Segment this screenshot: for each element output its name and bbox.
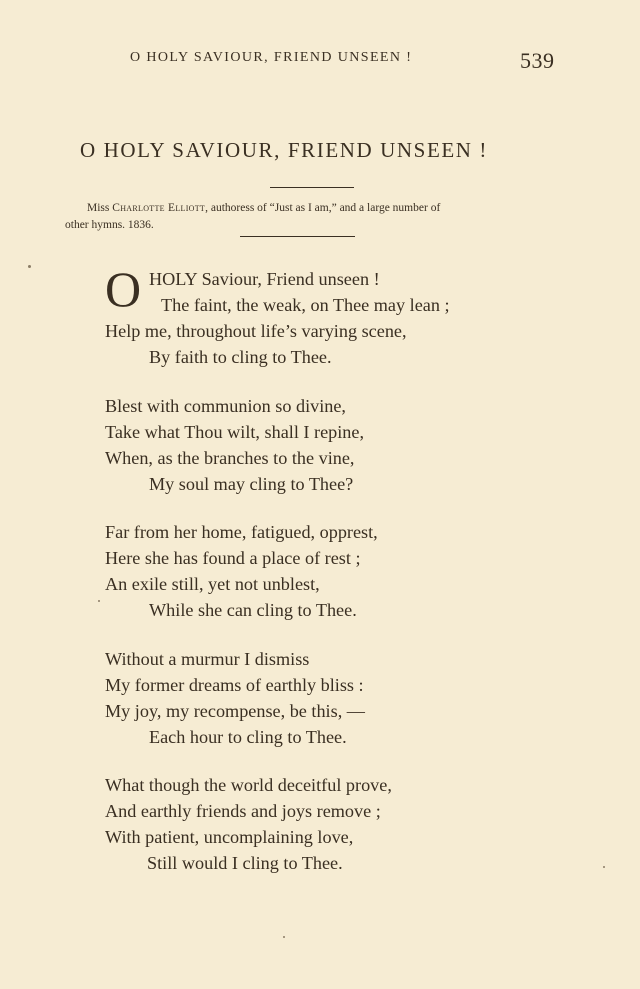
poem-line-5-1: What though the world deceitful prove,: [105, 775, 392, 795]
paper-speck: [28, 265, 31, 268]
poem-line-1-3: Help me, throughout life’s varying scene,: [105, 321, 407, 341]
attribution-rule: [240, 236, 355, 237]
page-number: 539: [520, 48, 555, 73]
poem-line-3-3: An exile still, yet not unblest,: [105, 574, 320, 594]
poem-line-4-4: Each hour to cling to Thee.: [149, 727, 347, 747]
attribution-line-2: other hymns. 1836.: [65, 219, 154, 231]
poem-line-4-3: My joy, my recompense, be this, —: [105, 701, 365, 721]
hymn-title: O HOLY SAVIOUR, FRIEND UNSEEN !: [80, 138, 489, 162]
poem-line-4-1: Without a murmur I dismiss: [105, 649, 310, 669]
stanza-4: [105, 646, 365, 750]
paper-speck: [98, 600, 100, 602]
poem-line-5-3: With patient, uncomplaining love,: [105, 827, 354, 847]
poem-line-2-4: My soul may cling to Thee?: [149, 474, 354, 494]
first-line-text: HOLY Saviour, Friend unseen !: [149, 269, 380, 289]
title-rule: [270, 187, 354, 188]
attribution-rest: , authoress of “Just as I am,” and a large number of: [205, 202, 441, 214]
poem-line-3-4: While she can cling to Thee.: [149, 600, 357, 620]
stanza-5: [105, 772, 392, 876]
attribution: [65, 200, 560, 234]
attribution-author: Charlotte Elliott: [112, 202, 206, 214]
poem-line-3-1: Far from her home, fatigued, opprest,: [105, 522, 378, 542]
stanza-2: [105, 393, 364, 497]
poem-line-2-3: When, as the branches to the vine,: [105, 448, 355, 468]
stanza-1: [105, 261, 450, 370]
poem-line-1-2: The faint, the weak, on Thee may lean ;: [161, 295, 450, 315]
poem-line-2-2: Take what Thou wilt, shall I repine,: [105, 422, 365, 442]
paper-speck: [603, 866, 605, 868]
poem-line-5-2: And earthly friends and joys remove ;: [105, 801, 381, 821]
poem-line-2-1: Blest with communion so divine,: [105, 396, 346, 416]
paper-speck: [283, 936, 285, 938]
poem-line-5-4: Still would I cling to Thee.: [147, 853, 343, 873]
poem-line-4-2: My former dreams of earthly bliss :: [105, 675, 364, 695]
poem-line-1-4: By faith to cling to Thee.: [149, 347, 332, 367]
stanza-3: [105, 519, 378, 623]
attribution-prefix: Miss: [87, 202, 110, 214]
drop-cap: O: [105, 261, 142, 317]
poem-line-3-2: Here she has found a place of rest ;: [105, 548, 361, 568]
running-head: O HOLY SAVIOUR, FRIEND UNSEEN !: [130, 50, 413, 65]
attribution-line-1: [65, 200, 560, 217]
